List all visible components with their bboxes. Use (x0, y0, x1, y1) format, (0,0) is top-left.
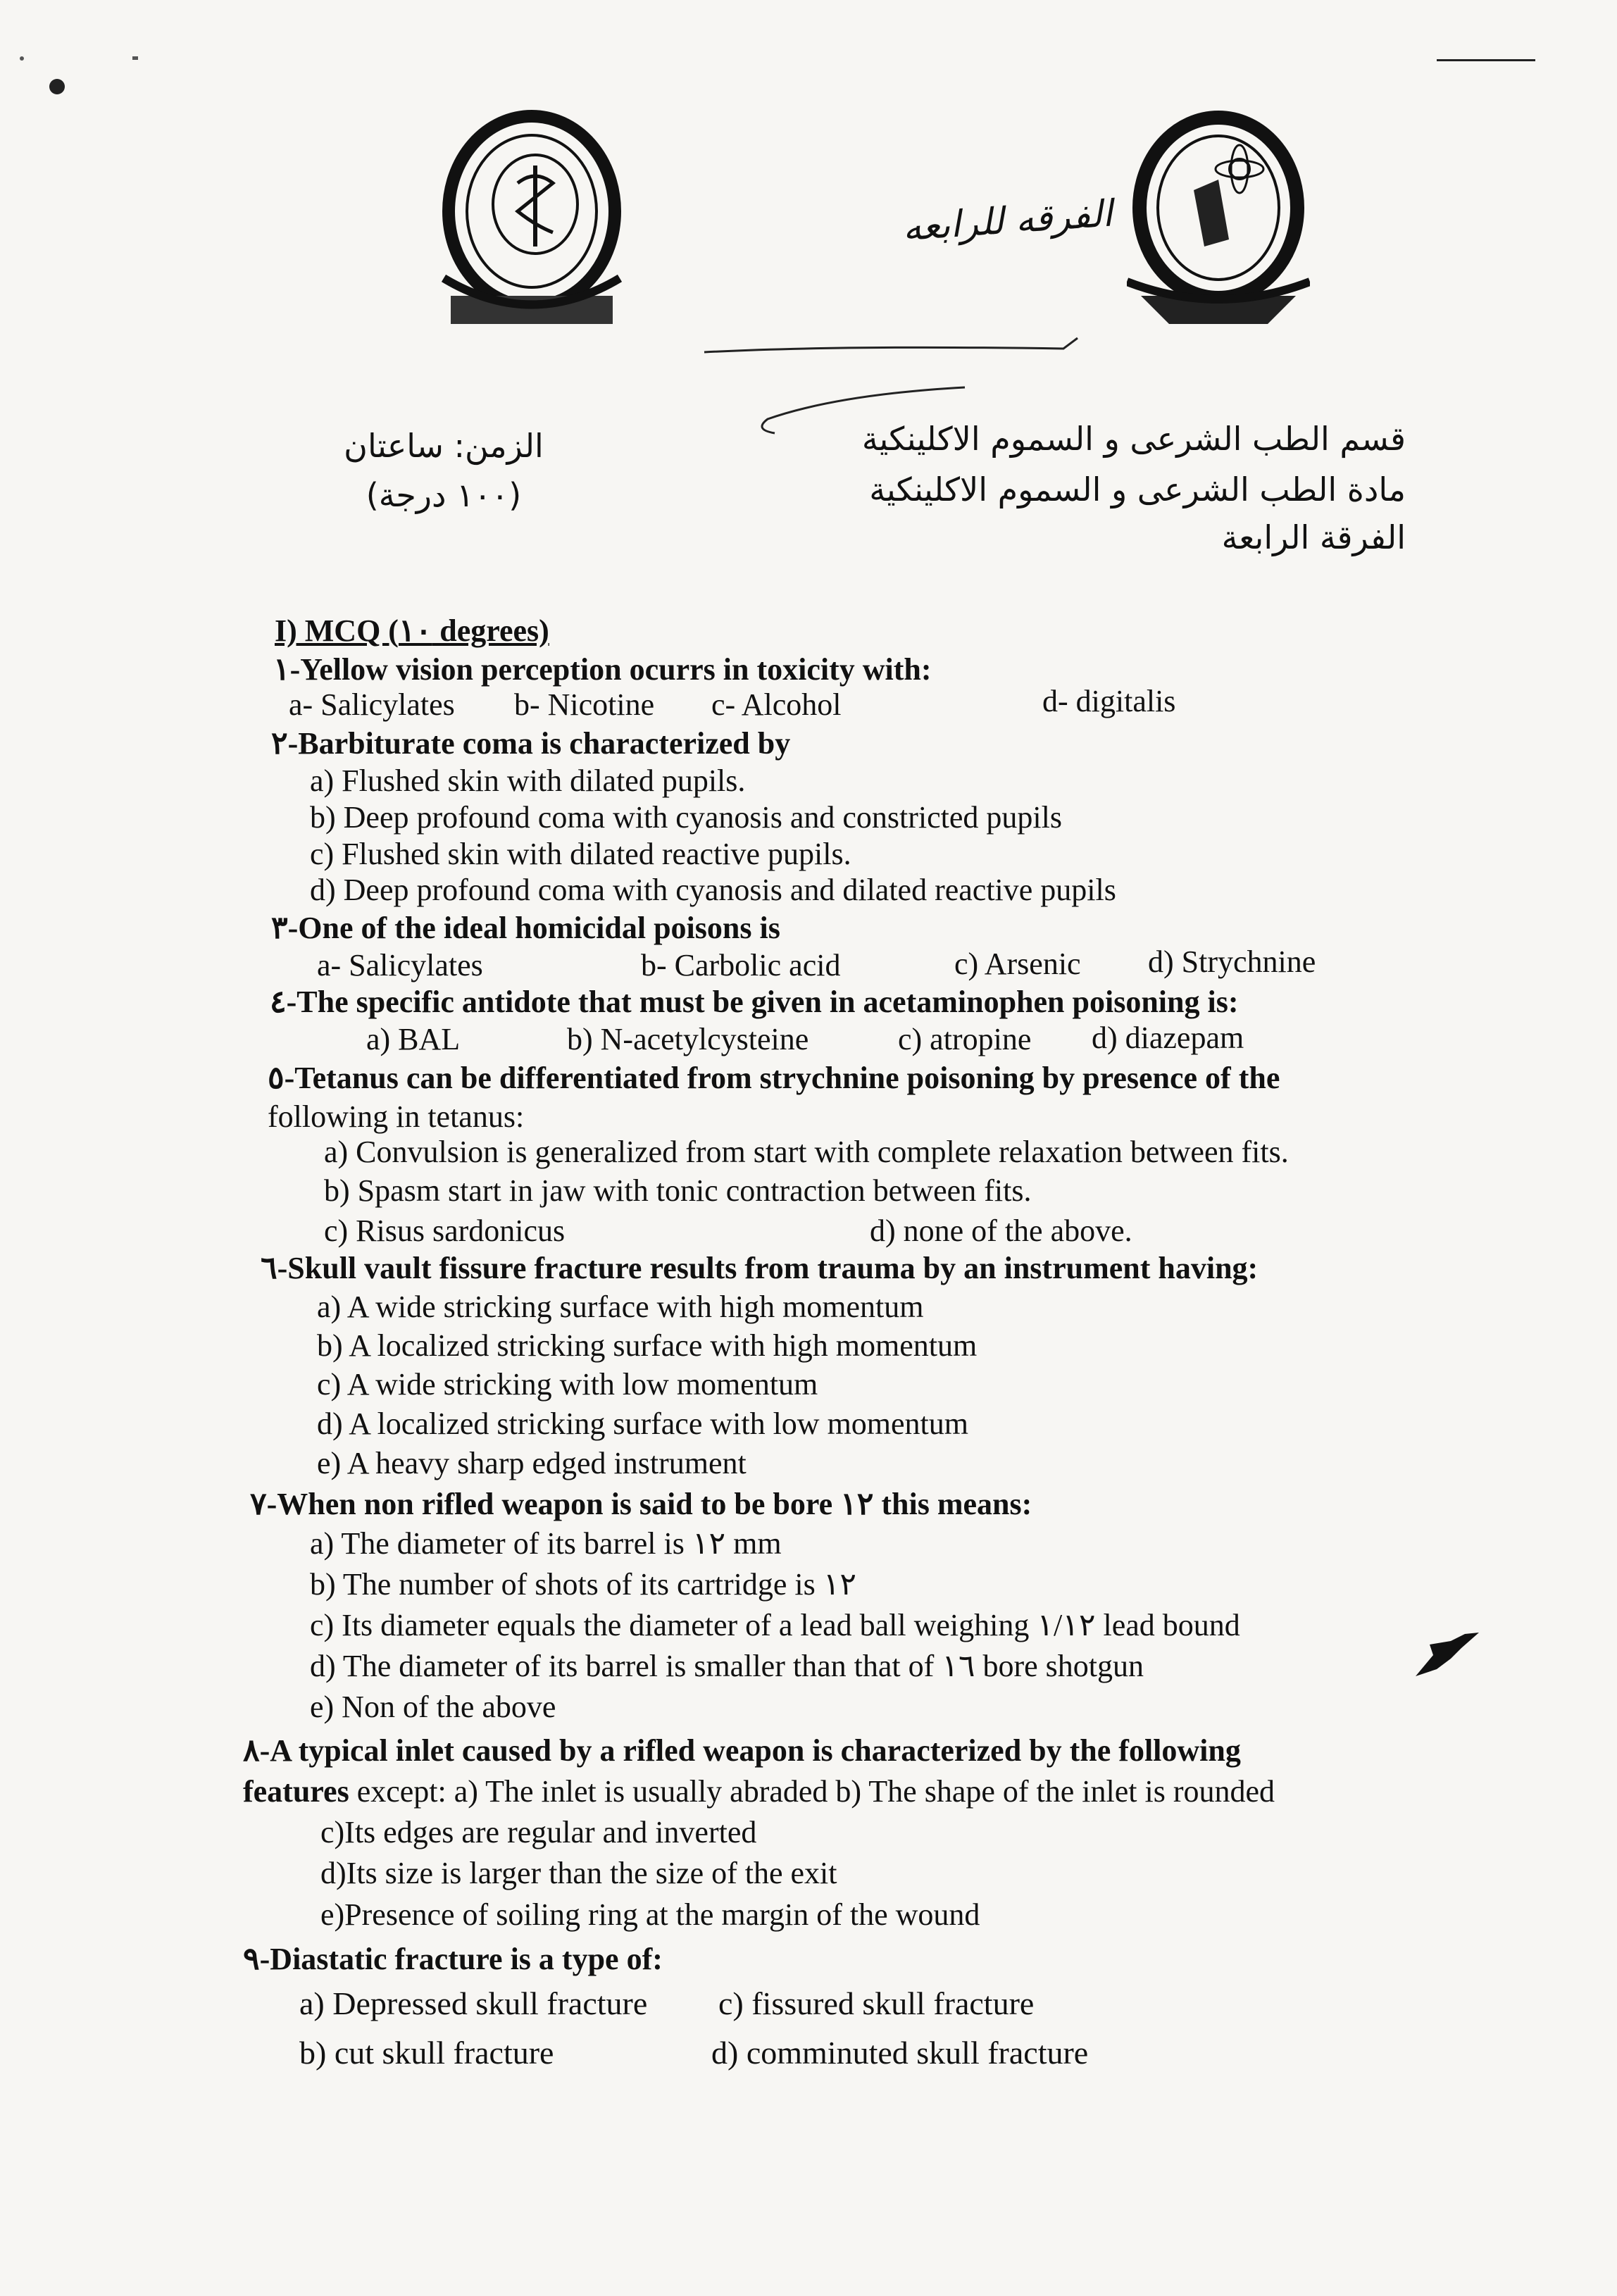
faculty-logo (437, 106, 627, 345)
option: d) comminuted skull fracture (711, 2035, 1089, 2071)
question-stem: ٢-Barbiturate coma is characterized by (271, 726, 791, 761)
year-line: الفرقة الرابعة (1221, 518, 1406, 556)
question-stem-continued (243, 1773, 1275, 1809)
scan-speck (20, 56, 24, 61)
ink-blot (1409, 1627, 1486, 1683)
question-stem: ٦-Skull vault fissure fracture results from trauma by an instrument having: (261, 1251, 1259, 1285)
option: a) BAL (366, 1022, 461, 1056)
option: a) A wide stricking surface with high momentum (317, 1290, 924, 1324)
option: b) cut skull fracture (299, 2035, 554, 2071)
exam-total-marks: (١٠٠ درجة) (366, 476, 522, 514)
option: c) Flushed skin with dilated reactive pupils. (310, 837, 851, 871)
option: d)Its size is larger than the size of the exit (320, 1856, 837, 1890)
option: d) none of the above. (870, 1213, 1132, 1248)
question-stem: ٤-The specific antidote that must be given in acetaminophen poisoning is: (270, 985, 1239, 1019)
question-stem: ٣-One of the ideal homicidal poisons is (271, 911, 780, 945)
option: c) A wide stricking with low momentum (317, 1367, 818, 1402)
question-stem-continued: following in tetanus: (268, 1099, 525, 1134)
option: d) A localized stricking surface with low momentum (317, 1406, 969, 1441)
exam-duration: الزمن: ساعتان (344, 427, 544, 465)
question-stem-bold: features (243, 1774, 349, 1809)
section-title: I) MCQ (١٠ degrees) (275, 613, 549, 648)
option: b) N-acetylcysteine (567, 1022, 809, 1056)
department-line: قسم الطب الشرعى و السموم الاكلينكية (861, 420, 1406, 458)
option: e) A heavy sharp edged instrument (317, 1446, 747, 1480)
option: a) Flushed skin with dilated pupils. (310, 763, 746, 798)
option: a- Salicylates (317, 948, 483, 982)
option: c) fissured skull fracture (718, 1985, 1035, 2021)
scan-speck (49, 79, 65, 94)
question-stem: ٩-Diastatic fracture is a type of: (243, 1942, 663, 1976)
university-logo (1127, 106, 1310, 345)
question-stem: ٧-When non rifled weapon is said to be bore ١٢ this means: (250, 1487, 1032, 1521)
option: c) Its diameter equals the diameter of a lead ball weighing ١/١٢ lead bound (310, 1608, 1240, 1642)
option: c) Risus sardonicus (324, 1213, 566, 1248)
option: c) Arsenic (954, 947, 1081, 981)
question-stem: ١-Yellow vision perception ocurrs in toxicity with: (273, 652, 932, 687)
pen-stroke (697, 324, 1092, 366)
option: d) Strychnine (1148, 944, 1316, 979)
option: b- Carbolic acid (641, 948, 841, 982)
option: d- digitalis (1042, 684, 1176, 718)
option: a) Depressed skull fracture (299, 1985, 648, 2021)
option: b- Nicotine (514, 687, 655, 722)
option: b) Deep profound coma with cyanosis and constricted pupils (310, 800, 1062, 835)
course-line: مادة الطب الشرعى و السموم الاكلينكية (869, 470, 1406, 509)
option: d) The diameter of its barrel is smaller than that of ١٦ bore shotgun (310, 1649, 1144, 1683)
option: a) The diameter of its barrel is ١٢ mm (310, 1526, 782, 1561)
option: e)Presence of soiling ring at the margin of the wound (320, 1897, 980, 1932)
option: b) Spasm start in jaw with tonic contraction between fits. (324, 1173, 1032, 1208)
handwritten-note: الفرقه للرابعه (901, 192, 1114, 250)
option: a- Salicylates (289, 687, 455, 722)
option: b) The number of shots of its cartridge is ١٢ (310, 1567, 856, 1602)
option: a) Convulsion is generalized from start with complete relaxation between fits. (324, 1135, 1289, 1169)
option: e) Non of the above (310, 1690, 556, 1724)
question-stem-rest: except: a) The inlet is usually abraded b) The shape of the inlet is rounded (349, 1774, 1275, 1809)
scan-mark (1437, 59, 1535, 61)
option: c)Its edges are regular and inverted (320, 1815, 757, 1849)
option: d) diazepam (1092, 1021, 1244, 1055)
option: d) Deep profound coma with cyanosis and dilated reactive pupils (310, 873, 1116, 907)
option: c) atropine (898, 1022, 1032, 1056)
option: b) A localized stricking surface with high momentum (317, 1328, 978, 1363)
scan-speck (132, 56, 138, 60)
question-stem: ٨-A typical inlet caused by a rifled weapon is characterized by the following (243, 1733, 1241, 1768)
option: c- Alcohol (711, 687, 842, 722)
question-stem: ٥-Tetanus can be differentiated from strychnine poisoning by presence of the (268, 1061, 1280, 1095)
